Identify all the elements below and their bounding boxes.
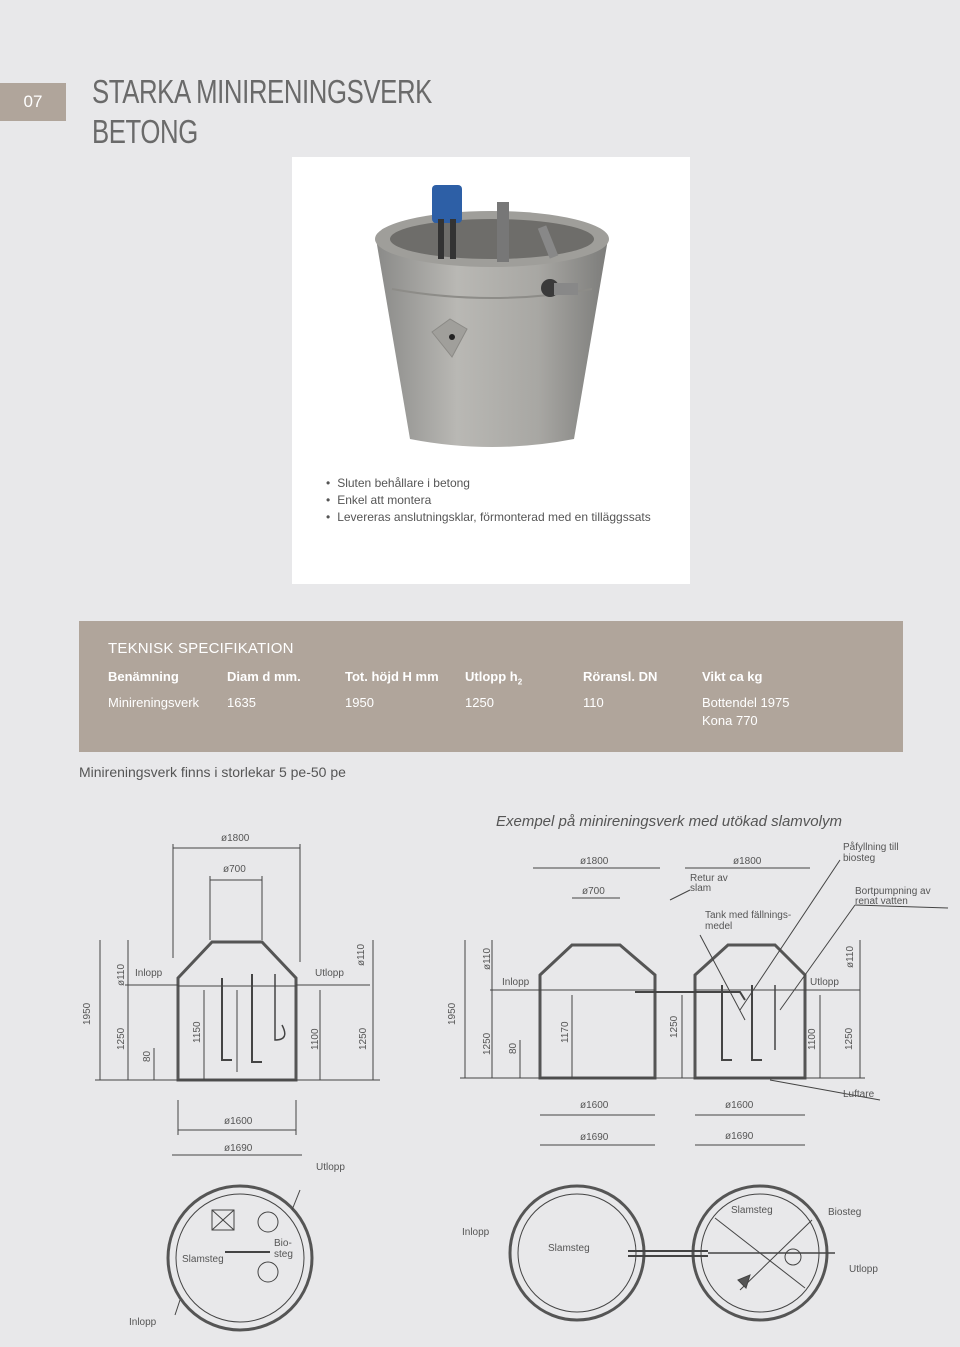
label-diameter-1690: ø1690	[580, 1132, 609, 1143]
page-title-line2: BETONG	[92, 113, 198, 150]
label-pipe-110: ø110	[482, 947, 493, 970]
product-photo	[292, 157, 690, 457]
spec-value-pipe: 110	[583, 695, 604, 710]
feature-item: • Levereras anslutningsklar, förmonterad med en tilläggssats	[326, 509, 651, 526]
spec-value-outlet: 1250	[465, 695, 494, 710]
label-sludge-step: Slamsteg	[731, 1205, 773, 1216]
label-diameter-1600: ø1600	[580, 1100, 609, 1111]
label-tank-precipitant: Tank med fällnings-	[705, 910, 792, 921]
label-height-1150: 1150	[192, 1021, 203, 1043]
spec-header-outlet-text: Utlopp h	[465, 669, 518, 684]
label-bio-step-2: steg	[274, 1249, 293, 1260]
spec-header-pipe: Röransl. DN	[583, 669, 658, 684]
spec-header-name: Benämning	[108, 669, 179, 684]
label-inlet: Inlopp	[462, 1227, 490, 1238]
page-number-tab	[0, 83, 66, 121]
label-height-1170: 1170	[560, 1021, 571, 1043]
spec-header-outlet-sub: 2	[517, 677, 523, 687]
label-height-1250: 1250	[482, 1032, 493, 1055]
label-diameter-1690: ø1690	[224, 1143, 253, 1154]
spec-value-height: 1950	[345, 695, 374, 710]
label-pipe-110: ø110	[845, 945, 856, 968]
page-number: 07	[23, 92, 43, 111]
feature-list	[326, 475, 651, 526]
label-inlet: Inlopp	[502, 977, 530, 988]
label-sludge-step: Slamsteg	[548, 1243, 590, 1254]
spec-header-outlet	[465, 669, 522, 687]
page-title-line1: STARKA MINIRENINGSVERK	[92, 73, 432, 110]
label-filling-biostep-2: biosteg	[843, 853, 876, 864]
label-pumping-clean-water: Bortpumpning av	[855, 886, 931, 897]
spec-value-diameter: 1635	[227, 695, 256, 710]
label-height-1250: 1250	[844, 1027, 855, 1050]
label-height-1250: 1250	[116, 1027, 127, 1050]
label-height-1250: 1250	[669, 1015, 680, 1038]
spec-value-weight-extra: Kona 770	[702, 713, 758, 728]
label-height-1950: 1950	[447, 1002, 458, 1025]
label-filling-biostep: Påfyllning till	[843, 842, 899, 853]
label-outlet: Utlopp	[316, 1162, 345, 1173]
label-height-80: 80	[142, 1050, 153, 1062]
label-diameter-1690: ø1690	[725, 1131, 754, 1142]
spec-box	[79, 621, 903, 752]
label-height-80: 80	[508, 1042, 519, 1054]
product-photo-card	[292, 157, 690, 584]
example-title: Exempel på minireningsverk med utökad slamvolym	[496, 813, 842, 830]
label-diameter-700: ø700	[582, 886, 605, 897]
label-outlet: Utlopp	[849, 1264, 878, 1275]
label-outlet: Utlopp	[810, 977, 839, 988]
label-tank-precipitant-2: medel	[705, 921, 733, 932]
label-height-1950: 1950	[82, 1002, 93, 1025]
feature-item: • Enkel att montera	[326, 492, 651, 509]
label-diameter-700: ø700	[223, 864, 246, 875]
label-aerator: Luftare	[843, 1089, 875, 1100]
spec-header-weight: Vikt ca kg	[702, 669, 763, 684]
label-return-sludge-2: slam	[690, 883, 712, 894]
label-diameter-1800: ø1800	[733, 856, 762, 867]
page-title	[92, 72, 432, 152]
label-height-1100: 1100	[807, 1028, 818, 1050]
label-inlet: Inlopp	[129, 1317, 157, 1328]
label-diameter-1600: ø1600	[725, 1100, 754, 1111]
label-return-sludge: Retur av	[690, 873, 728, 884]
label-diameter-1800: ø1800	[221, 833, 250, 844]
label-bio-step-1: Bio-	[274, 1238, 292, 1249]
spec-value-name: Minireningsverk	[108, 695, 200, 710]
label-sludge-step: Slamsteg	[182, 1254, 224, 1265]
label-pipe-110: ø110	[356, 943, 367, 966]
spec-header-height: Tot. höjd H mm	[345, 669, 439, 684]
label-diameter-1600: ø1600	[224, 1116, 253, 1127]
label-diameter-1800: ø1800	[580, 856, 609, 867]
label-height-1100: 1100	[310, 1028, 321, 1050]
label-outlet: Utlopp	[315, 968, 344, 979]
feature-item: • Sluten behållare i betong	[326, 475, 651, 492]
spec-value-weight: Bottendel 1975	[702, 695, 790, 710]
label-pumping-clean-water-2: renat vatten	[855, 896, 908, 907]
label-height-1250: 1250	[358, 1027, 369, 1050]
label-pipe-110: ø110	[116, 963, 127, 986]
spec-title: TEKNISK SPECIFIKATION	[108, 640, 294, 657]
label-inlet: Inlopp	[135, 968, 163, 979]
spec-header-diameter: Diam d mm.	[227, 669, 301, 684]
technical-drawing	[0, 800, 960, 1340]
label-bio-step: Biosteg	[828, 1207, 862, 1218]
sizes-note: Minireningsverk finns i storlekar 5 pe-50 pe	[79, 764, 346, 780]
